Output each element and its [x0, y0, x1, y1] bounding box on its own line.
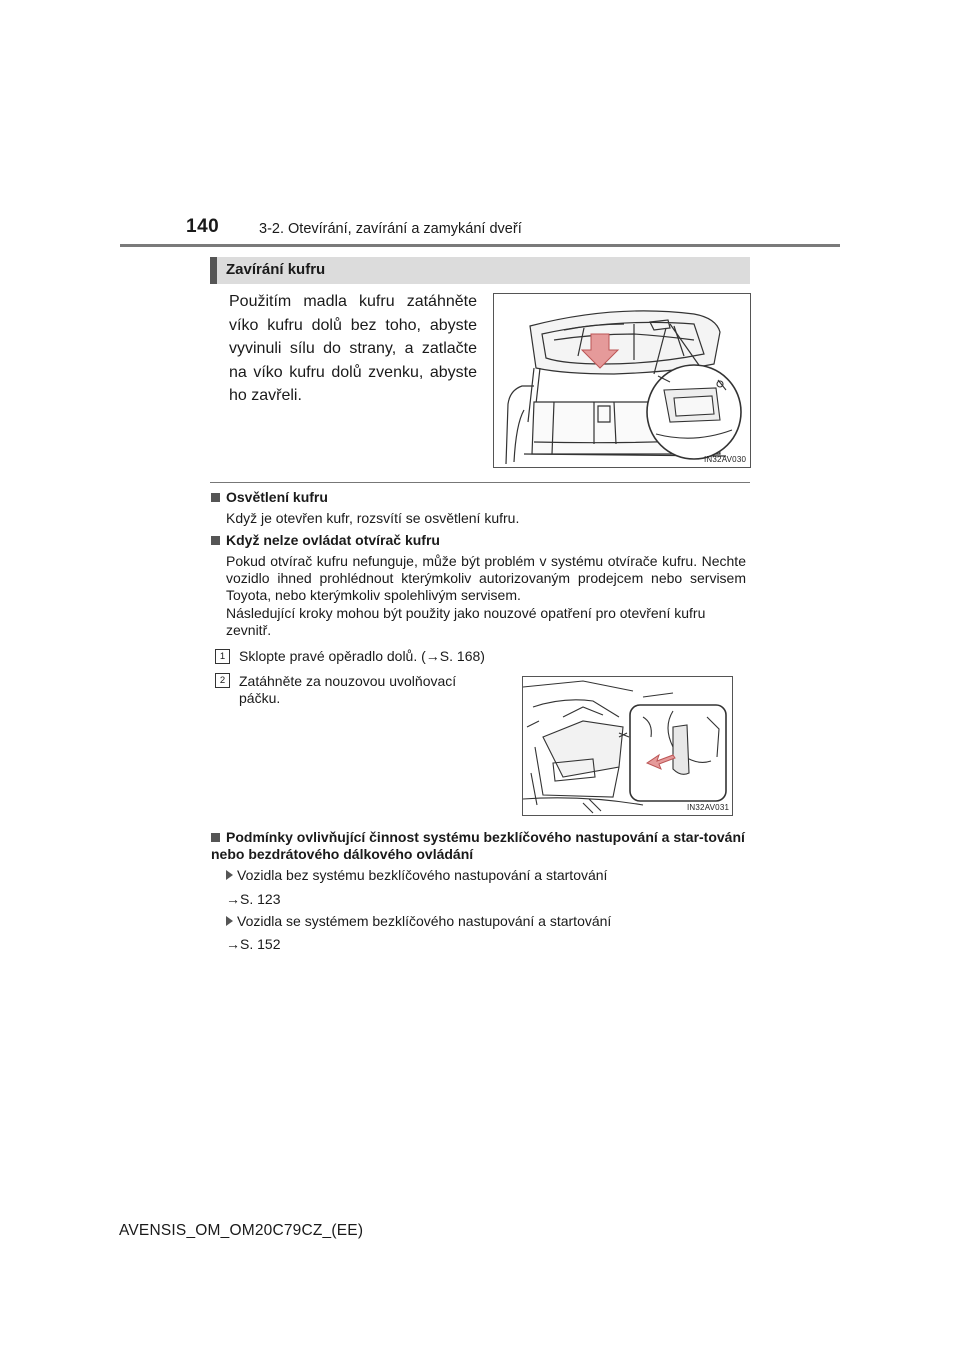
note-heading-trunk-light	[211, 489, 328, 505]
figure-code: IN32AV031	[687, 803, 730, 812]
reference-arrow-icon: →	[425, 648, 440, 664]
reference-arrow-icon: →	[226, 936, 240, 952]
figure-code: IN32AV030	[704, 455, 747, 464]
note-title: Když nelze ovládat otvírač kufru	[226, 532, 440, 548]
note-body-opener-failure: Pokud otvírač kufru nefunguje, může být problém v systému otvírače kufru. Nechte vozidlo ihned prohlédnout kterýmkoliv autorizovaným prodejcem nebo servisem Toyota, nebo kterýmkoliv spolehlivým servisem.	[226, 553, 746, 603]
list-item: Vozidla se systémem bezklíčového nastupování a startování	[226, 913, 611, 930]
section-title: Zavírání kufru	[226, 261, 326, 278]
document-code: AVENSIS_OM_OM20C79CZ_(EE)	[119, 1222, 364, 1239]
bullet-square-icon	[211, 833, 220, 842]
trunk-lid-drawing	[494, 294, 750, 467]
note-title: Osvětlení kufru	[226, 489, 328, 505]
note-title: Podmínky ovlivňující činnost systému bezklíčového nastupování a star-tování nebo bezdrátového dálkového ovládání	[211, 829, 745, 862]
bullet-square-icon	[211, 536, 220, 545]
triangle-bullet-icon	[226, 916, 233, 926]
step-1-text: Sklopte pravé opěradlo dolů. (→S. 168)	[239, 648, 485, 664]
section-divider	[210, 482, 750, 483]
step-number-badge: 1	[215, 649, 230, 664]
page-number: 140	[186, 216, 220, 237]
release-lever-drawing	[523, 677, 732, 815]
note-body-emergency-steps: Následující kroky mohou být použity jako nouzové opatření pro otevření kufru zevnitř.	[226, 605, 706, 638]
triangle-bullet-icon	[226, 870, 233, 880]
header-rule	[120, 244, 840, 247]
note-heading-keyless-conditions	[211, 829, 751, 863]
bullet-square-icon	[211, 493, 220, 502]
chapter-title: 3-2. Otevírání, zavírání a zamykání dveří	[259, 221, 522, 237]
note-heading-opener-failure	[211, 532, 440, 548]
page-reference: →S. 123	[226, 891, 281, 907]
step-2-text: Zatáhněte za nouzovou uvolňovací páčku.	[239, 673, 457, 706]
page-reference: →S. 152	[226, 936, 281, 952]
step-number-badge: 2	[215, 673, 230, 688]
section-intro-text: Použitím madla kufru zatáhněte víko kufru dolů bez toho, abyste vyvinuli sílu do strany, a zatlačte na víko kufru dolů zvenku, abyste ho zavřeli.	[229, 293, 477, 404]
trunk-closing-illustration	[493, 293, 751, 468]
note-body-trunk-light: Když je otevřen kufr, rozsvítí se osvětlení kufru.	[226, 510, 520, 526]
section-bar-accent	[210, 257, 217, 284]
section-title-bar	[210, 257, 750, 284]
emergency-lever-illustration	[522, 676, 733, 816]
reference-arrow-icon: →	[226, 891, 240, 907]
list-item: Vozidla bez systému bezklíčového nastupování a startování	[226, 867, 607, 884]
